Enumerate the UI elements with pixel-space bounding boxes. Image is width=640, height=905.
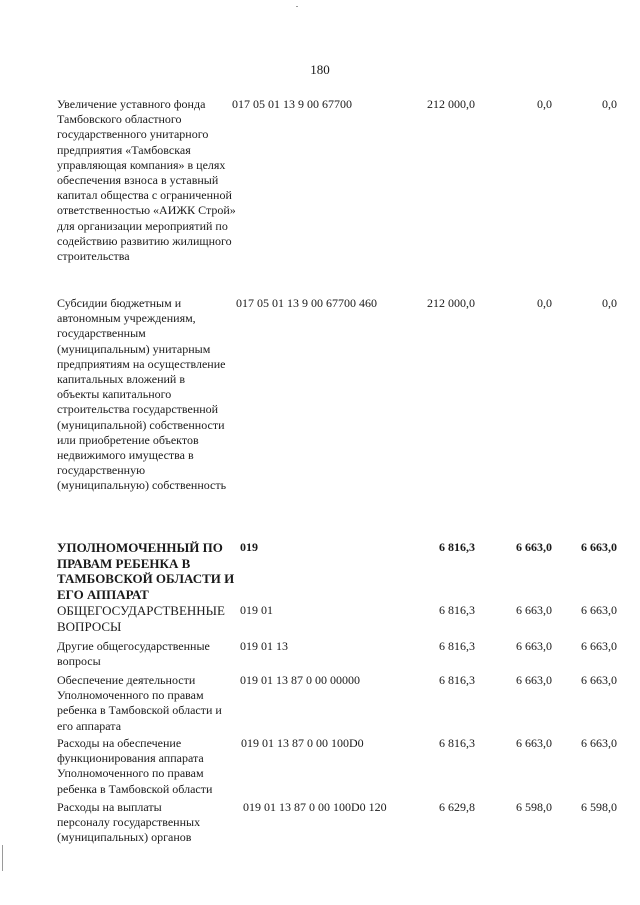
row-name: Субсидии бюджетным и автономным учреждениям, государственным (муниципальным) унитарным предприятиям на осуществление капитальных вложений в объекты капитального строительства государственной (муниципальной) собственности или приобретение объектов недвижимого имущества в государственную (муниципальную) собственность — [57, 296, 227, 493]
scan-edge-mark — [296, 6, 298, 7]
row-code: 017 05 01 13 9 00 67700 — [232, 97, 352, 111]
row-code: 019 01 13 87 0 00 100D0 — [241, 736, 364, 750]
row-value-3: 6 663,0 — [581, 639, 617, 653]
row-code: 017 05 01 13 9 00 67700 460 — [236, 296, 377, 310]
row-name: Расходы на обеспечение функционирования аппарата Уполномоченного по правам ребенка в Тамбовской области — [57, 736, 213, 796]
row-value-2: 6 663,0 — [516, 639, 552, 653]
row-name: Обеспечение деятельности Уполномоченного по правам ребенка в Тамбовской области и его аппарата — [57, 673, 222, 733]
row-value-3: 6 663,0 — [581, 736, 617, 750]
row-value-1: 6 816,3 — [439, 736, 475, 750]
row-value-1: 6 816,3 — [439, 639, 475, 653]
row-code: 019 01 13 87 0 00 100D0 120 — [243, 800, 387, 814]
row-value-2: 6 663,0 — [516, 673, 552, 687]
row-value-1: 6 816,3 — [439, 603, 475, 617]
row-value-1: 212 000,0 — [427, 97, 475, 111]
row-code: 019 01 13 — [240, 639, 288, 653]
row-code: 019 01 — [240, 603, 273, 617]
row-name: УПОЛНОМОЧЕННЫЙ ПО ПРАВАМ РЕБЕНКА В ТАМБОВСКОЙ ОБЛАСТИ И ЕГО АППАРАТ — [57, 540, 235, 602]
row-value-3: 0,0 — [602, 97, 617, 111]
row-value-3: 6 663,0 — [581, 540, 617, 554]
row-value-3: 0,0 — [602, 296, 617, 310]
row-name: Увеличение уставного фонда Тамбовского областного государственного унитарного предприятия «Тамбовская управляющая компания» в целях обеспечения взноса в уставный капитал общества с ограниченной ответственностью «АИЖК Строй» для организации мероприятий по содействию развитию жилищного строительства — [57, 97, 236, 264]
row-name: ОБЩЕГОСУДАРСТВЕННЫЕ ВОПРОСЫ — [57, 603, 225, 634]
row-value-3: 6 663,0 — [581, 673, 617, 687]
row-value-3: 6 598,0 — [581, 800, 617, 814]
row-code: 019 01 13 87 0 00 00000 — [240, 673, 360, 687]
row-value-2: 6 598,0 — [516, 800, 552, 814]
row-name: Другие общегосударственные вопросы — [57, 639, 210, 669]
row-value-2: 0,0 — [537, 296, 552, 310]
row-value-2: 6 663,0 — [516, 736, 552, 750]
row-value-1: 6 629,8 — [439, 800, 475, 814]
row-value-2: 0,0 — [537, 97, 552, 111]
row-name: Расходы на выплаты персоналу государственных (муниципальных) органов — [57, 800, 201, 845]
row-value-1: 6 816,3 — [439, 540, 475, 554]
row-value-1: 6 816,3 — [439, 673, 475, 687]
row-value-1: 212 000,0 — [427, 296, 475, 310]
row-value-3: 6 663,0 — [581, 603, 617, 617]
row-value-2: 6 663,0 — [516, 540, 552, 554]
page-number: 180 — [310, 62, 330, 77]
row-code: 019 — [240, 540, 258, 554]
scan-edge-mark — [2, 845, 3, 871]
row-value-2: 6 663,0 — [516, 603, 552, 617]
